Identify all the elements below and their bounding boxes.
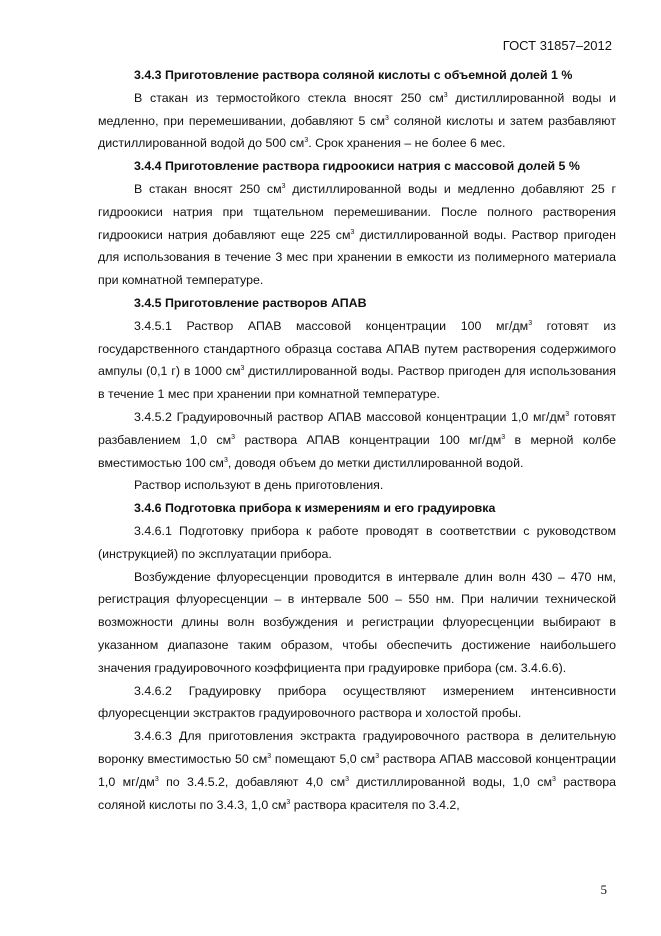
text-run: 3.4.5.1 Раствор АПАВ массовой концентрации 100 мг/дм xyxy=(134,318,529,333)
body-paragraph xyxy=(98,725,616,816)
body-paragraph xyxy=(98,566,616,680)
document-body xyxy=(98,64,616,816)
body-paragraph xyxy=(98,520,616,566)
body-paragraph xyxy=(98,315,616,406)
text-run: Раствор используют в день приготовления. xyxy=(134,478,384,493)
text-run: раствора АПАВ массовой концентрации 1,0 мг/дм xyxy=(98,751,616,789)
text-run: 3.4.6 Подготовка прибора к измерениям и его градуировка xyxy=(134,501,496,516)
text-run: 3.4.6.3 Для приготовления экстракта градуировочного раствора в делительную воронку вместимостью 50 см xyxy=(98,729,616,766)
superscript: 3 xyxy=(565,410,570,418)
text-run: В стакан вносят 250 см xyxy=(134,181,282,196)
text-run: . Срок хранения – не более 6 мес. xyxy=(308,136,506,151)
text-run: В стакан из термостойкого стекла вносят 250 см xyxy=(134,90,444,105)
text-run: соляной кислоты и затем разбавляют дистиллированной водой до 500 см xyxy=(98,113,616,151)
body-paragraph xyxy=(98,87,616,155)
superscript: 3 xyxy=(443,91,448,99)
text-run: 3.4.5 Приготовление растворов АПАВ xyxy=(134,295,367,310)
text-run: 3.4.4 Приготовление раствора гидроокиси натрия с массовой долей 5 % xyxy=(134,159,580,174)
text-run: готовят из государственного стандартного образца состава АПАВ путем растворения содержимого ампулы (0,1 г) в 1000 см xyxy=(98,318,616,379)
text-run: помещают 5,0 см xyxy=(271,751,376,766)
body-paragraph xyxy=(98,680,616,726)
superscript: 3 xyxy=(240,365,245,373)
superscript: 3 xyxy=(501,433,506,441)
text-run: дистиллированной воды, 1,0 см xyxy=(349,774,552,789)
superscript: 3 xyxy=(223,456,228,464)
text-run: дистиллированной воды. Раствор пригоден для использования в течение 1 мес при хранении при комнатной температуре. xyxy=(98,364,616,402)
text-run: готовят разбавлением 1,0 см xyxy=(98,409,616,447)
superscript: 3 xyxy=(551,775,556,783)
text-run: , доводя объем до метки дистиллированной водой. xyxy=(227,455,524,470)
section-heading xyxy=(98,497,616,520)
superscript: 3 xyxy=(345,775,350,783)
text-run: 3.4.5.2 Градуировочный раствор АПАВ массовой концентрации 1,0 мг/дм xyxy=(134,409,566,424)
text-run: 3.4.3 Приготовление раствора соляной кислоты с объемной долей 1 % xyxy=(134,68,573,82)
section-heading xyxy=(98,292,616,315)
superscript: 3 xyxy=(231,433,235,441)
superscript: 3 xyxy=(286,798,291,806)
text-run: 3.4.6.1 Подготовку прибора к работе проводят в соответствии с руководством (инструкцией) по эксплуатации прибора. xyxy=(98,523,616,561)
text-run: дистиллированной воды и медленно добавляют 25 г гидроокиси натрия при тщательном перемешивании. После полного растворения гидроокиси натрия добавляют еще 225 см xyxy=(98,181,616,242)
text-run: раствора красителя по 3.4.2, xyxy=(290,797,460,812)
section-heading xyxy=(98,155,616,178)
text-run: в мерной колбе вместимостью 100 см xyxy=(98,432,617,470)
text-run: по 3.4.5.2, добавляют 4,0 см xyxy=(158,774,346,789)
body-paragraph xyxy=(98,406,616,474)
body-paragraph xyxy=(98,178,616,292)
text-run: дистиллированной воды и медленно, при перемешивании, добавляют 5 см xyxy=(98,90,616,128)
body-paragraph xyxy=(98,474,616,497)
superscript: 3 xyxy=(304,137,309,145)
text-run: 3.4.6.2 Градуировку прибора осуществляют измерением интенсивности флуоресценции экстрактов градуировочного раствора и холостой пробы. xyxy=(98,683,616,721)
text-run: дистиллированной воды. Раствор пригоден для использования в течение 3 мес при хранении в емкости из полимерного материала при комнатной температуре. xyxy=(98,227,616,288)
text-run: раствора АПАВ концентрации 100 мг/дм xyxy=(235,432,502,447)
page-number: 5 xyxy=(600,882,607,897)
superscript: 3 xyxy=(375,752,380,760)
superscript: 3 xyxy=(267,752,272,760)
superscript: 3 xyxy=(350,228,355,236)
document-code-header: ГОСТ 31857–2012 xyxy=(502,38,612,53)
text-run: Возбуждение флуоресценции проводится в интервале длин волн 430 – 470 нм, регистрация флуоресценции – в интервале 500 – 550 нм. При наличии технической возможности длины волн возбуждения и регистрации флуоресценции выбирают в указанном диапазоне таким образом, чтобы обеспечить достижение наибольшего значения градуировочного коэффициента при градуировке прибора (см. 3.4.6.6). xyxy=(98,569,616,675)
superscript: 3 xyxy=(281,182,286,190)
superscript: 3 xyxy=(528,319,533,327)
superscript: 3 xyxy=(154,775,159,783)
section-heading xyxy=(98,64,616,87)
superscript: 3 xyxy=(384,114,389,122)
text-run: раствора соляной кислоты по 3.4.3, 1,0 см xyxy=(98,774,616,812)
